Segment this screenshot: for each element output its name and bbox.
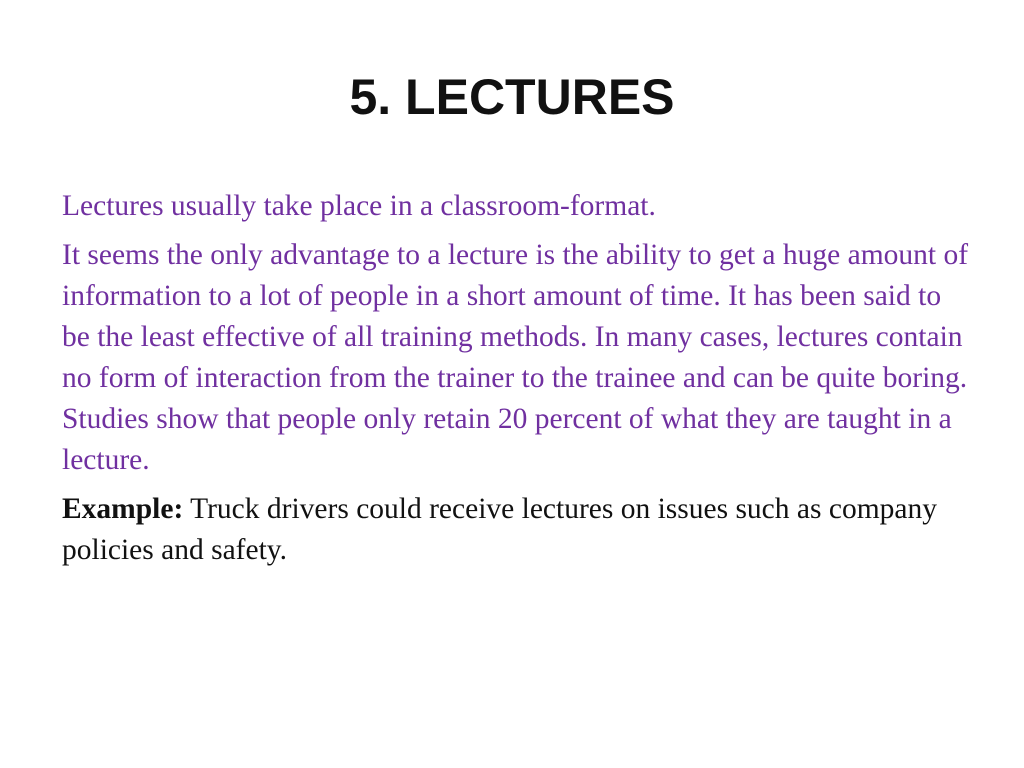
example-label: Example: — [62, 493, 184, 525]
intro-paragraph: Lectures usually take place in a classroom-format. — [62, 190, 656, 222]
example-paragraph — [62, 489, 972, 571]
example-text: Truck drivers could receive lectures on issues such as company policies and safety. — [62, 493, 937, 566]
advantage-paragraph: It seems the only advantage to a lecture is the ability to get a huge amount of information to a lot of people in a short amount of time. It has been said to be the least effective of all training methods. In many cases, lectures contain no form of interaction from the trainer to the trainee and can be quite boring. Studies show that people only retain 20 percent of what they are taught in a lecture. — [62, 239, 969, 476]
slide-body — [62, 186, 972, 579]
slide-title: 5. LECTURES — [349, 69, 675, 125]
